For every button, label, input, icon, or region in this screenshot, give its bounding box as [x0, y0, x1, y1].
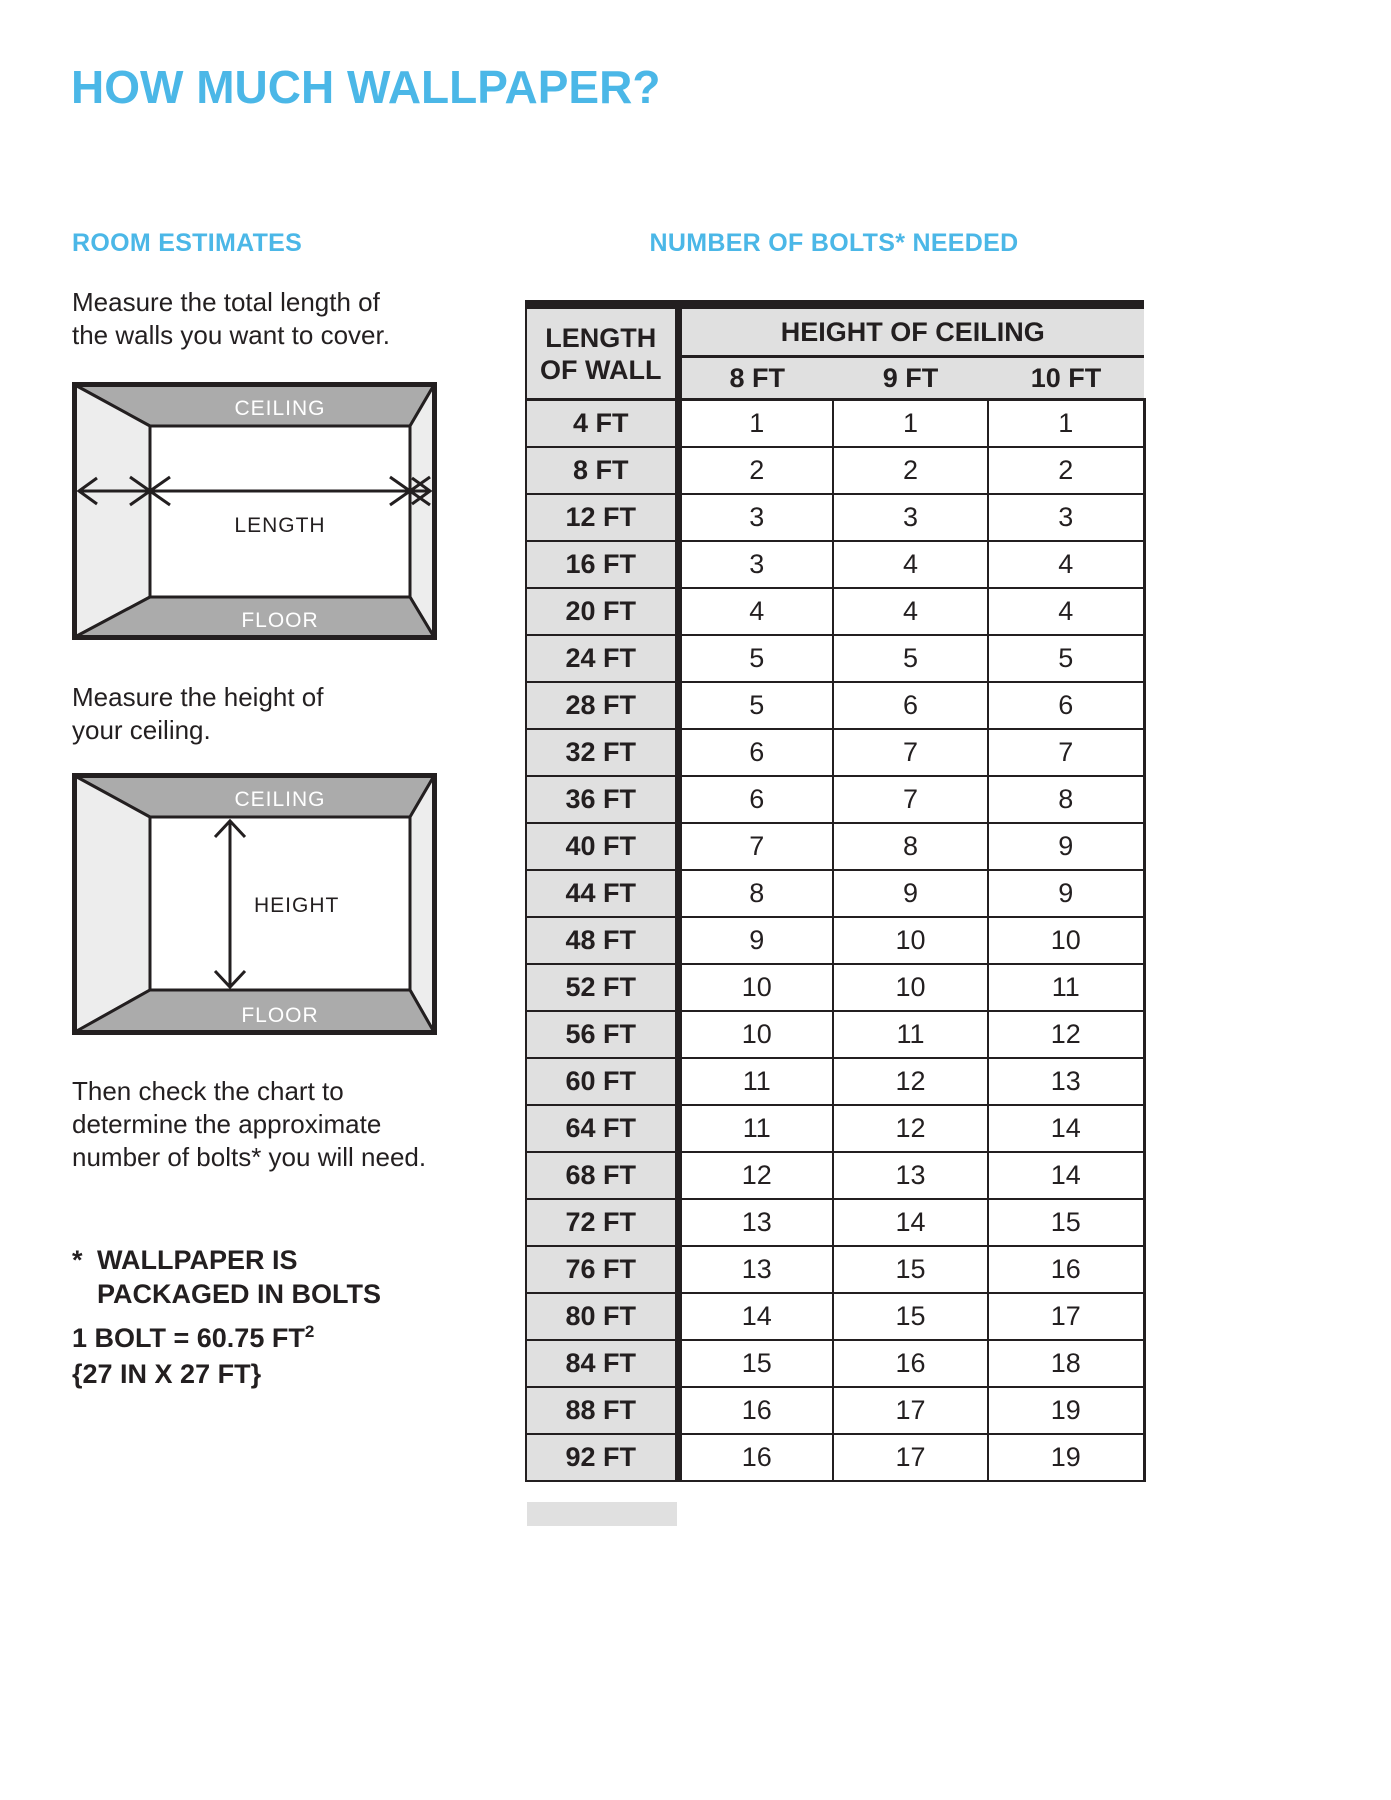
table-row [526, 1434, 1144, 1481]
bolts-value-cell: 6 [988, 682, 1144, 729]
bolts-value-cell: 1 [988, 400, 1144, 448]
wall-length-cell: 40 FT [526, 823, 678, 870]
instruction-length [72, 286, 390, 352]
bolts-value-cell: 16 [678, 1434, 833, 1481]
bolts-value-cell: 9 [988, 870, 1144, 917]
wall-length-cell: 80 FT [526, 1293, 678, 1340]
table-row [526, 635, 1144, 682]
wall-length-cell: 8 FT [526, 447, 678, 494]
bolts-value-cell: 9 [833, 870, 988, 917]
bolts-value-cell: 11 [833, 1011, 988, 1058]
wall-length-cell: 44 FT [526, 870, 678, 917]
bolts-value-cell: 4 [833, 541, 988, 588]
wall-length-cell: 52 FT [526, 964, 678, 1011]
bolts-value-cell: 5 [833, 635, 988, 682]
floor-label: FLOOR [241, 609, 319, 632]
table-bottom-strip [527, 1502, 677, 1526]
bolts-value-cell: 4 [678, 588, 833, 635]
footnote-line1: WALLPAPER IS [97, 1245, 298, 1275]
table-row [526, 1058, 1144, 1105]
bolts-value-cell: 3 [678, 541, 833, 588]
bolts-table-body [526, 400, 1144, 1482]
column-header-8ft: 8 FT [678, 357, 833, 400]
bolt-equation [72, 1320, 314, 1392]
bolts-value-cell: 9 [988, 823, 1144, 870]
bolts-value-cell: 5 [678, 635, 833, 682]
table-row [526, 1152, 1144, 1199]
table-row [526, 870, 1144, 917]
length-of-wall-header-line1: LENGTH [545, 322, 657, 353]
bolts-value-cell: 5 [988, 635, 1144, 682]
bolts-value-cell: 2 [678, 447, 833, 494]
footnote-line2: PACKAGED IN BOLTS [97, 1279, 382, 1309]
length-of-wall-header [526, 305, 678, 400]
wall-length-cell: 24 FT [526, 635, 678, 682]
height-label: HEIGHT [254, 894, 340, 917]
bolts-value-cell: 14 [988, 1152, 1144, 1199]
length-label: LENGTH [234, 514, 326, 537]
bolts-value-cell: 8 [988, 776, 1144, 823]
bolts-value-cell: 19 [988, 1387, 1144, 1434]
instruction-chart [72, 1075, 426, 1174]
instruction-chart-line2: determine the approximate [72, 1109, 382, 1139]
bolts-value-cell: 3 [833, 494, 988, 541]
bolts-value-cell: 15 [678, 1340, 833, 1387]
wall-length-cell: 64 FT [526, 1105, 678, 1152]
bolts-value-cell: 19 [988, 1434, 1144, 1481]
bolts-value-cell: 18 [988, 1340, 1144, 1387]
bolts-value-cell: 3 [678, 494, 833, 541]
wall-length-cell: 84 FT [526, 1340, 678, 1387]
table-row [526, 1199, 1144, 1246]
table-row [526, 494, 1144, 541]
bolts-value-cell: 2 [833, 447, 988, 494]
table-row [526, 1011, 1144, 1058]
bolts-value-cell: 10 [833, 917, 988, 964]
wall-length-cell: 72 FT [526, 1199, 678, 1246]
table-row [526, 447, 1144, 494]
bolts-value-cell: 17 [833, 1434, 988, 1481]
instruction-chart-line1: Then check the chart to [72, 1076, 344, 1106]
table-row [526, 1105, 1144, 1152]
table-row [526, 682, 1144, 729]
ceiling-label: CEILING [234, 397, 326, 420]
bolts-value-cell: 15 [988, 1199, 1144, 1246]
bolts-value-cell: 14 [678, 1293, 833, 1340]
wall-length-cell: 56 FT [526, 1011, 678, 1058]
bolts-value-cell: 1 [678, 400, 833, 448]
bolts-value-cell: 15 [833, 1246, 988, 1293]
instruction-height [72, 681, 324, 747]
bolts-value-cell: 16 [988, 1246, 1144, 1293]
instruction-length-line1: Measure the total length of [72, 287, 380, 317]
bolts-value-cell: 12 [988, 1011, 1144, 1058]
bolts-value-cell: 13 [988, 1058, 1144, 1105]
bolts-value-cell: 13 [678, 1246, 833, 1293]
bolts-value-cell: 4 [988, 588, 1144, 635]
bolts-value-cell: 3 [988, 494, 1144, 541]
bolt-equation-line [72, 1320, 314, 1356]
footnote-asterisk: * [72, 1245, 83, 1275]
bolts-value-cell: 16 [678, 1387, 833, 1434]
wall-length-cell: 28 FT [526, 682, 678, 729]
back-wall-surface [150, 426, 410, 597]
ceiling-label: CEILING [234, 788, 326, 811]
wall-length-cell: 16 FT [526, 541, 678, 588]
bolts-value-cell: 11 [988, 964, 1144, 1011]
wall-length-cell: 12 FT [526, 494, 678, 541]
bolts-value-cell: 5 [678, 682, 833, 729]
bolts-value-cell: 12 [678, 1152, 833, 1199]
bolts-value-cell: 13 [678, 1199, 833, 1246]
wall-length-cell: 76 FT [526, 1246, 678, 1293]
instruction-length-line2: the walls you want to cover. [72, 320, 390, 350]
bolts-value-cell: 10 [678, 1011, 833, 1058]
bolts-value-cell: 4 [833, 588, 988, 635]
instruction-chart-line3: number of bolts* you will need. [72, 1142, 427, 1172]
table-row [526, 1246, 1144, 1293]
table-row [526, 1340, 1144, 1387]
table-row [526, 729, 1144, 776]
wallpaper-footnote [72, 1243, 381, 1311]
table-row [526, 917, 1144, 964]
table-row [526, 964, 1144, 1011]
bolts-value-cell: 12 [833, 1058, 988, 1105]
table-row [526, 1293, 1144, 1340]
wall-length-cell: 60 FT [526, 1058, 678, 1105]
room-estimates-heading: ROOM ESTIMATES [72, 229, 303, 257]
bolts-value-cell: 6 [833, 682, 988, 729]
height-diagram [72, 773, 437, 1040]
wall-length-cell: 68 FT [526, 1152, 678, 1199]
length-of-wall-header-line2: OF WALL [540, 354, 662, 385]
table-row [526, 588, 1144, 635]
bolts-value-cell: 7 [833, 776, 988, 823]
bolts-value-cell: 14 [833, 1199, 988, 1246]
wall-length-cell: 36 FT [526, 776, 678, 823]
floor-label: FLOOR [241, 1004, 319, 1027]
table-row [526, 400, 1144, 448]
wall-length-cell: 20 FT [526, 588, 678, 635]
bolts-value-cell: 6 [678, 729, 833, 776]
table-row [526, 776, 1144, 823]
wall-length-cell: 48 FT [526, 917, 678, 964]
left-wall-surface [75, 385, 150, 637]
wall-length-cell: 4 FT [526, 400, 678, 448]
column-header-10ft: 10 FT [988, 357, 1144, 400]
bolts-value-cell: 10 [988, 917, 1144, 964]
bolts-value-cell: 9 [678, 917, 833, 964]
bolts-value-cell: 4 [988, 541, 1144, 588]
bolts-value-cell: 7 [678, 823, 833, 870]
table-row [526, 541, 1144, 588]
bolt-dimensions: {27 IN X 27 FT} [72, 1359, 262, 1389]
height-of-ceiling-header: HEIGHT OF CEILING [678, 305, 1144, 357]
column-header-9ft: 9 FT [833, 357, 988, 400]
bolts-value-cell: 6 [678, 776, 833, 823]
right-wall-surface [410, 385, 434, 637]
bolts-value-cell: 14 [988, 1105, 1144, 1152]
bolts-value-cell: 2 [988, 447, 1144, 494]
bolts-value-cell: 17 [833, 1387, 988, 1434]
wall-length-cell: 88 FT [526, 1387, 678, 1434]
bolts-value-cell: 1 [833, 400, 988, 448]
bolts-value-cell: 7 [833, 729, 988, 776]
bolt-equation-main: 1 BOLT = 60.75 FT [72, 1323, 305, 1353]
bolts-value-cell: 10 [678, 964, 833, 1011]
wall-length-cell: 32 FT [526, 729, 678, 776]
table-row [526, 823, 1144, 870]
page-title: HOW MUCH WALLPAPER? [71, 61, 661, 113]
instruction-height-line1: Measure the height of [72, 682, 324, 712]
bolts-table-heading: NUMBER OF BOLTS* NEEDED [649, 229, 1019, 257]
wall-length-cell: 92 FT [526, 1434, 678, 1481]
bolt-equation-exponent: 2 [304, 1322, 315, 1341]
bolts-value-cell: 7 [988, 729, 1144, 776]
bolts-value-cell: 8 [678, 870, 833, 917]
instruction-height-line2: your ceiling. [72, 715, 211, 745]
bolts-value-cell: 12 [833, 1105, 988, 1152]
bolts-value-cell: 16 [833, 1340, 988, 1387]
table-row [526, 1387, 1144, 1434]
bolts-value-cell: 11 [678, 1058, 833, 1105]
bolts-value-cell: 13 [833, 1152, 988, 1199]
length-diagram [72, 382, 437, 645]
bolts-table [525, 300, 1146, 1482]
left-wall-surface [75, 776, 150, 1032]
bolts-value-cell: 8 [833, 823, 988, 870]
bolts-value-cell: 10 [833, 964, 988, 1011]
bolts-value-cell: 17 [988, 1293, 1144, 1340]
bolts-value-cell: 11 [678, 1105, 833, 1152]
bolts-value-cell: 15 [833, 1293, 988, 1340]
